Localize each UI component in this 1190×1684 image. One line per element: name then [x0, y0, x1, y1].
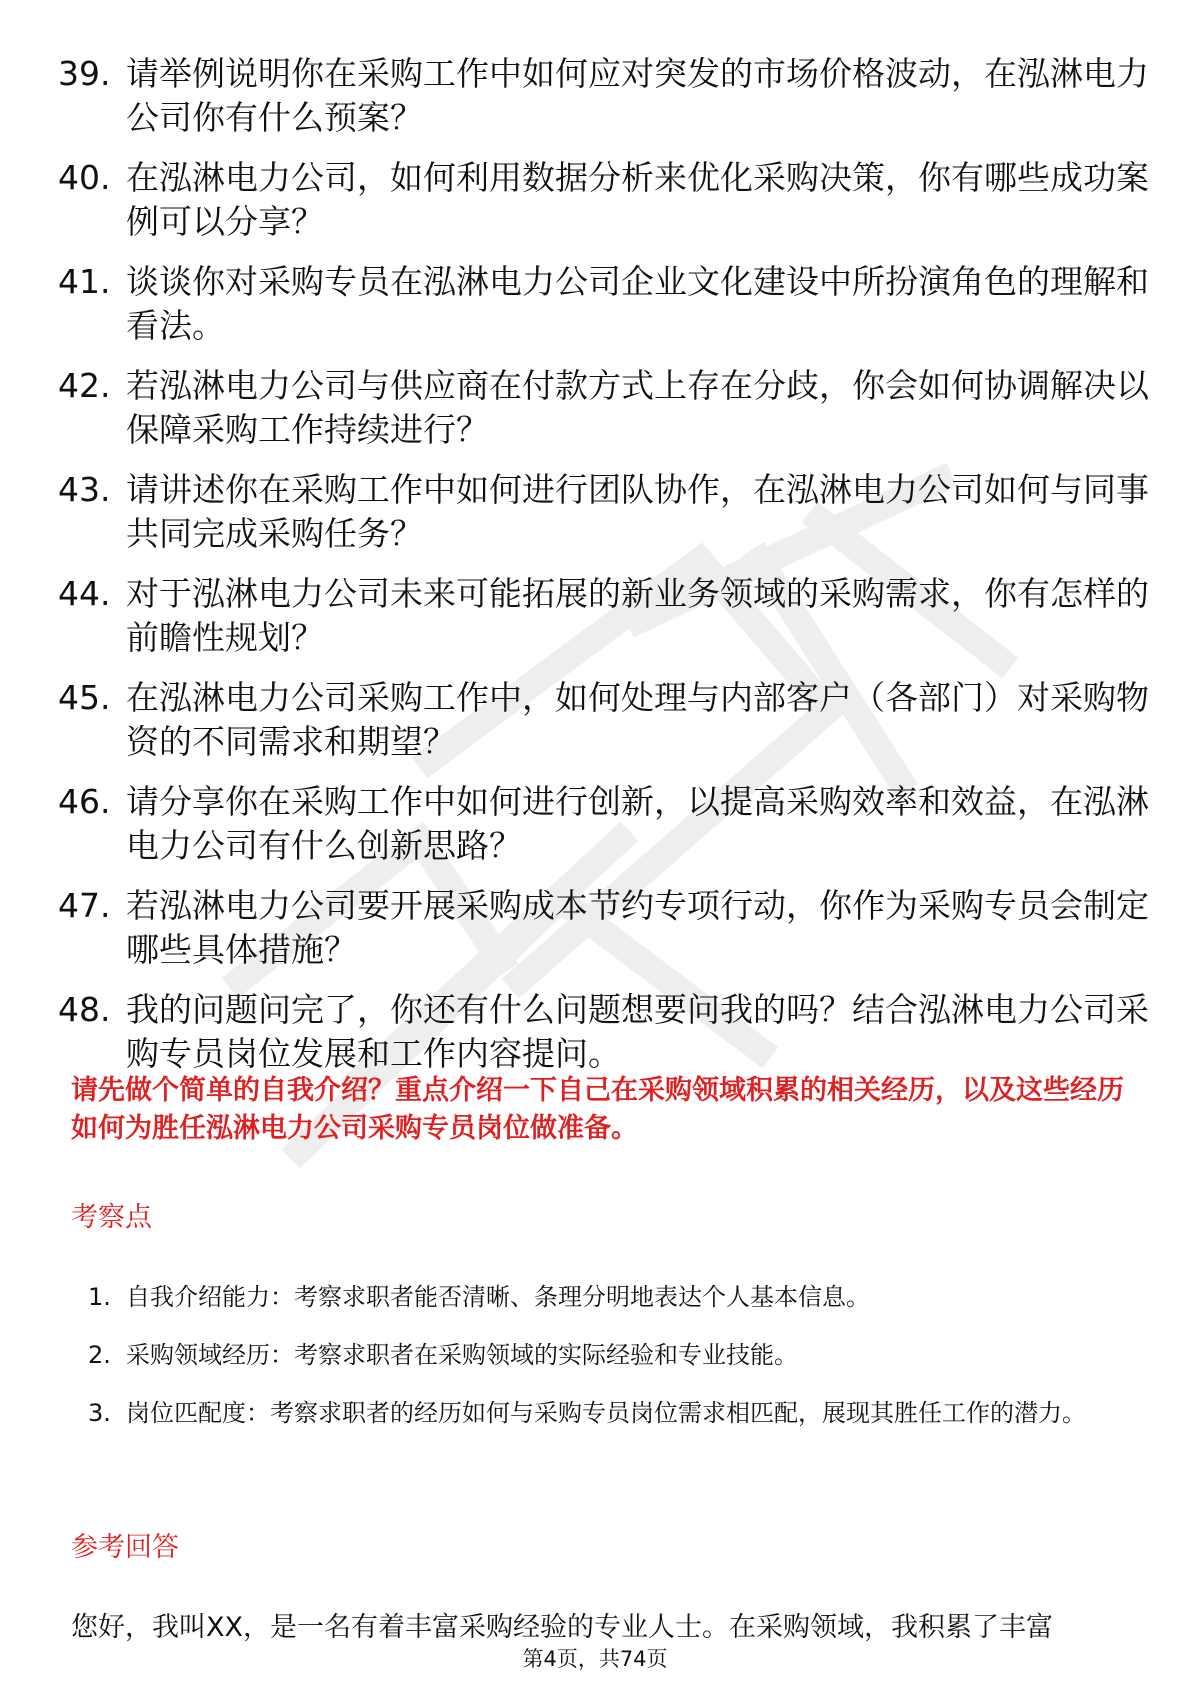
reference-answer-heading: 参考回答 [71, 1532, 179, 1563]
question-number: 47. [58, 886, 111, 925]
question-item [58, 260, 1149, 364]
question-item [58, 52, 1149, 156]
question-number: 43. [58, 470, 111, 509]
question-number: 44. [58, 574, 111, 613]
question-item [58, 364, 1149, 468]
point-number: 3. [88, 1399, 111, 1427]
question-number: 46. [58, 782, 111, 821]
question-number: 41. [58, 262, 111, 301]
question-text: 对于泓淋电力公司未来可能拓展的新业务领域的采购需求，你有怎样的前瞻性规划？ [126, 574, 1149, 657]
kaocha-heading: 考察点 [71, 1202, 152, 1233]
evaluation-point [88, 1326, 1128, 1384]
question-list [58, 52, 1149, 1092]
question-text: 请举例说明你在采购工作中如何应对突发的市场价格波动，在泓淋电力公司你有什么预案？ [126, 54, 1149, 137]
question-item [58, 780, 1149, 884]
question-text: 我的问题问完了，你还有什么问题想要问我的吗？结合泓淋电力公司采购专员岗位发展和工作内容提问。 [126, 990, 1149, 1073]
point-text: 自我介绍能力：考察求职者能否清晰、条理分明地表达个人基本信息。 [126, 1283, 870, 1311]
question-number: 40. [58, 158, 111, 197]
point-number: 2. [88, 1341, 111, 1369]
page-number-footer: 第4页，共74页 [522, 1647, 668, 1671]
question-text: 在泓淋电力公司采购工作中，如何处理与内部客户（各部门）对采购物资的不同需求和期望？ [126, 678, 1149, 761]
question-number: 45. [58, 678, 111, 717]
point-text: 岗位匹配度：考察求职者的经历如何与采购专员岗位需求相匹配，展现其胜任工作的潜力。 [126, 1399, 1086, 1427]
evaluation-point [88, 1268, 1128, 1326]
question-item [58, 572, 1149, 676]
featured-question: 请先做个简单的自我介绍？重点介绍一下自己在采购领域积累的相关经历，以及这些经历如何为胜任泓淋电力公司采购专员岗位做准备。 [71, 1075, 1124, 1144]
evaluation-points-list [88, 1268, 1128, 1442]
question-item [58, 676, 1149, 780]
point-text: 采购领域经历：考察求职者在采购领域的实际经验和专业技能。 [126, 1341, 798, 1369]
question-number: 42. [58, 366, 111, 405]
question-item [58, 156, 1149, 260]
reference-answer-text: 您好，我叫XX，是一名有着丰富采购经验的专业人士。在采购领域，我积累了丰富 [71, 1612, 1053, 1643]
question-text: 若泓淋电力公司要开展采购成本节约专项行动，你作为采购专员会制定哪些具体措施？ [126, 886, 1149, 969]
question-text: 谈谈你对采购专员在泓淋电力公司企业文化建设中所扮演角色的理解和看法。 [126, 262, 1149, 345]
question-text: 请分享你在采购工作中如何进行创新，以提高采购效率和效益，在泓淋电力公司有什么创新思路？ [126, 782, 1149, 865]
point-number: 1. [88, 1283, 111, 1311]
question-item [58, 468, 1149, 572]
question-text: 在泓淋电力公司，如何利用数据分析来优化采购决策，你有哪些成功案例可以分享？ [126, 158, 1149, 241]
evaluation-point [88, 1384, 1128, 1442]
question-text: 请讲述你在采购工作中如何进行团队协作，在泓淋电力公司如何与同事共同完成采购任务？ [126, 470, 1149, 553]
question-number: 48. [58, 990, 111, 1029]
question-item [58, 884, 1149, 988]
question-number: 39. [58, 54, 111, 93]
question-text: 若泓淋电力公司与供应商在付款方式上存在分歧，你会如何协调解决以保障采购工作持续进行？ [126, 366, 1149, 449]
